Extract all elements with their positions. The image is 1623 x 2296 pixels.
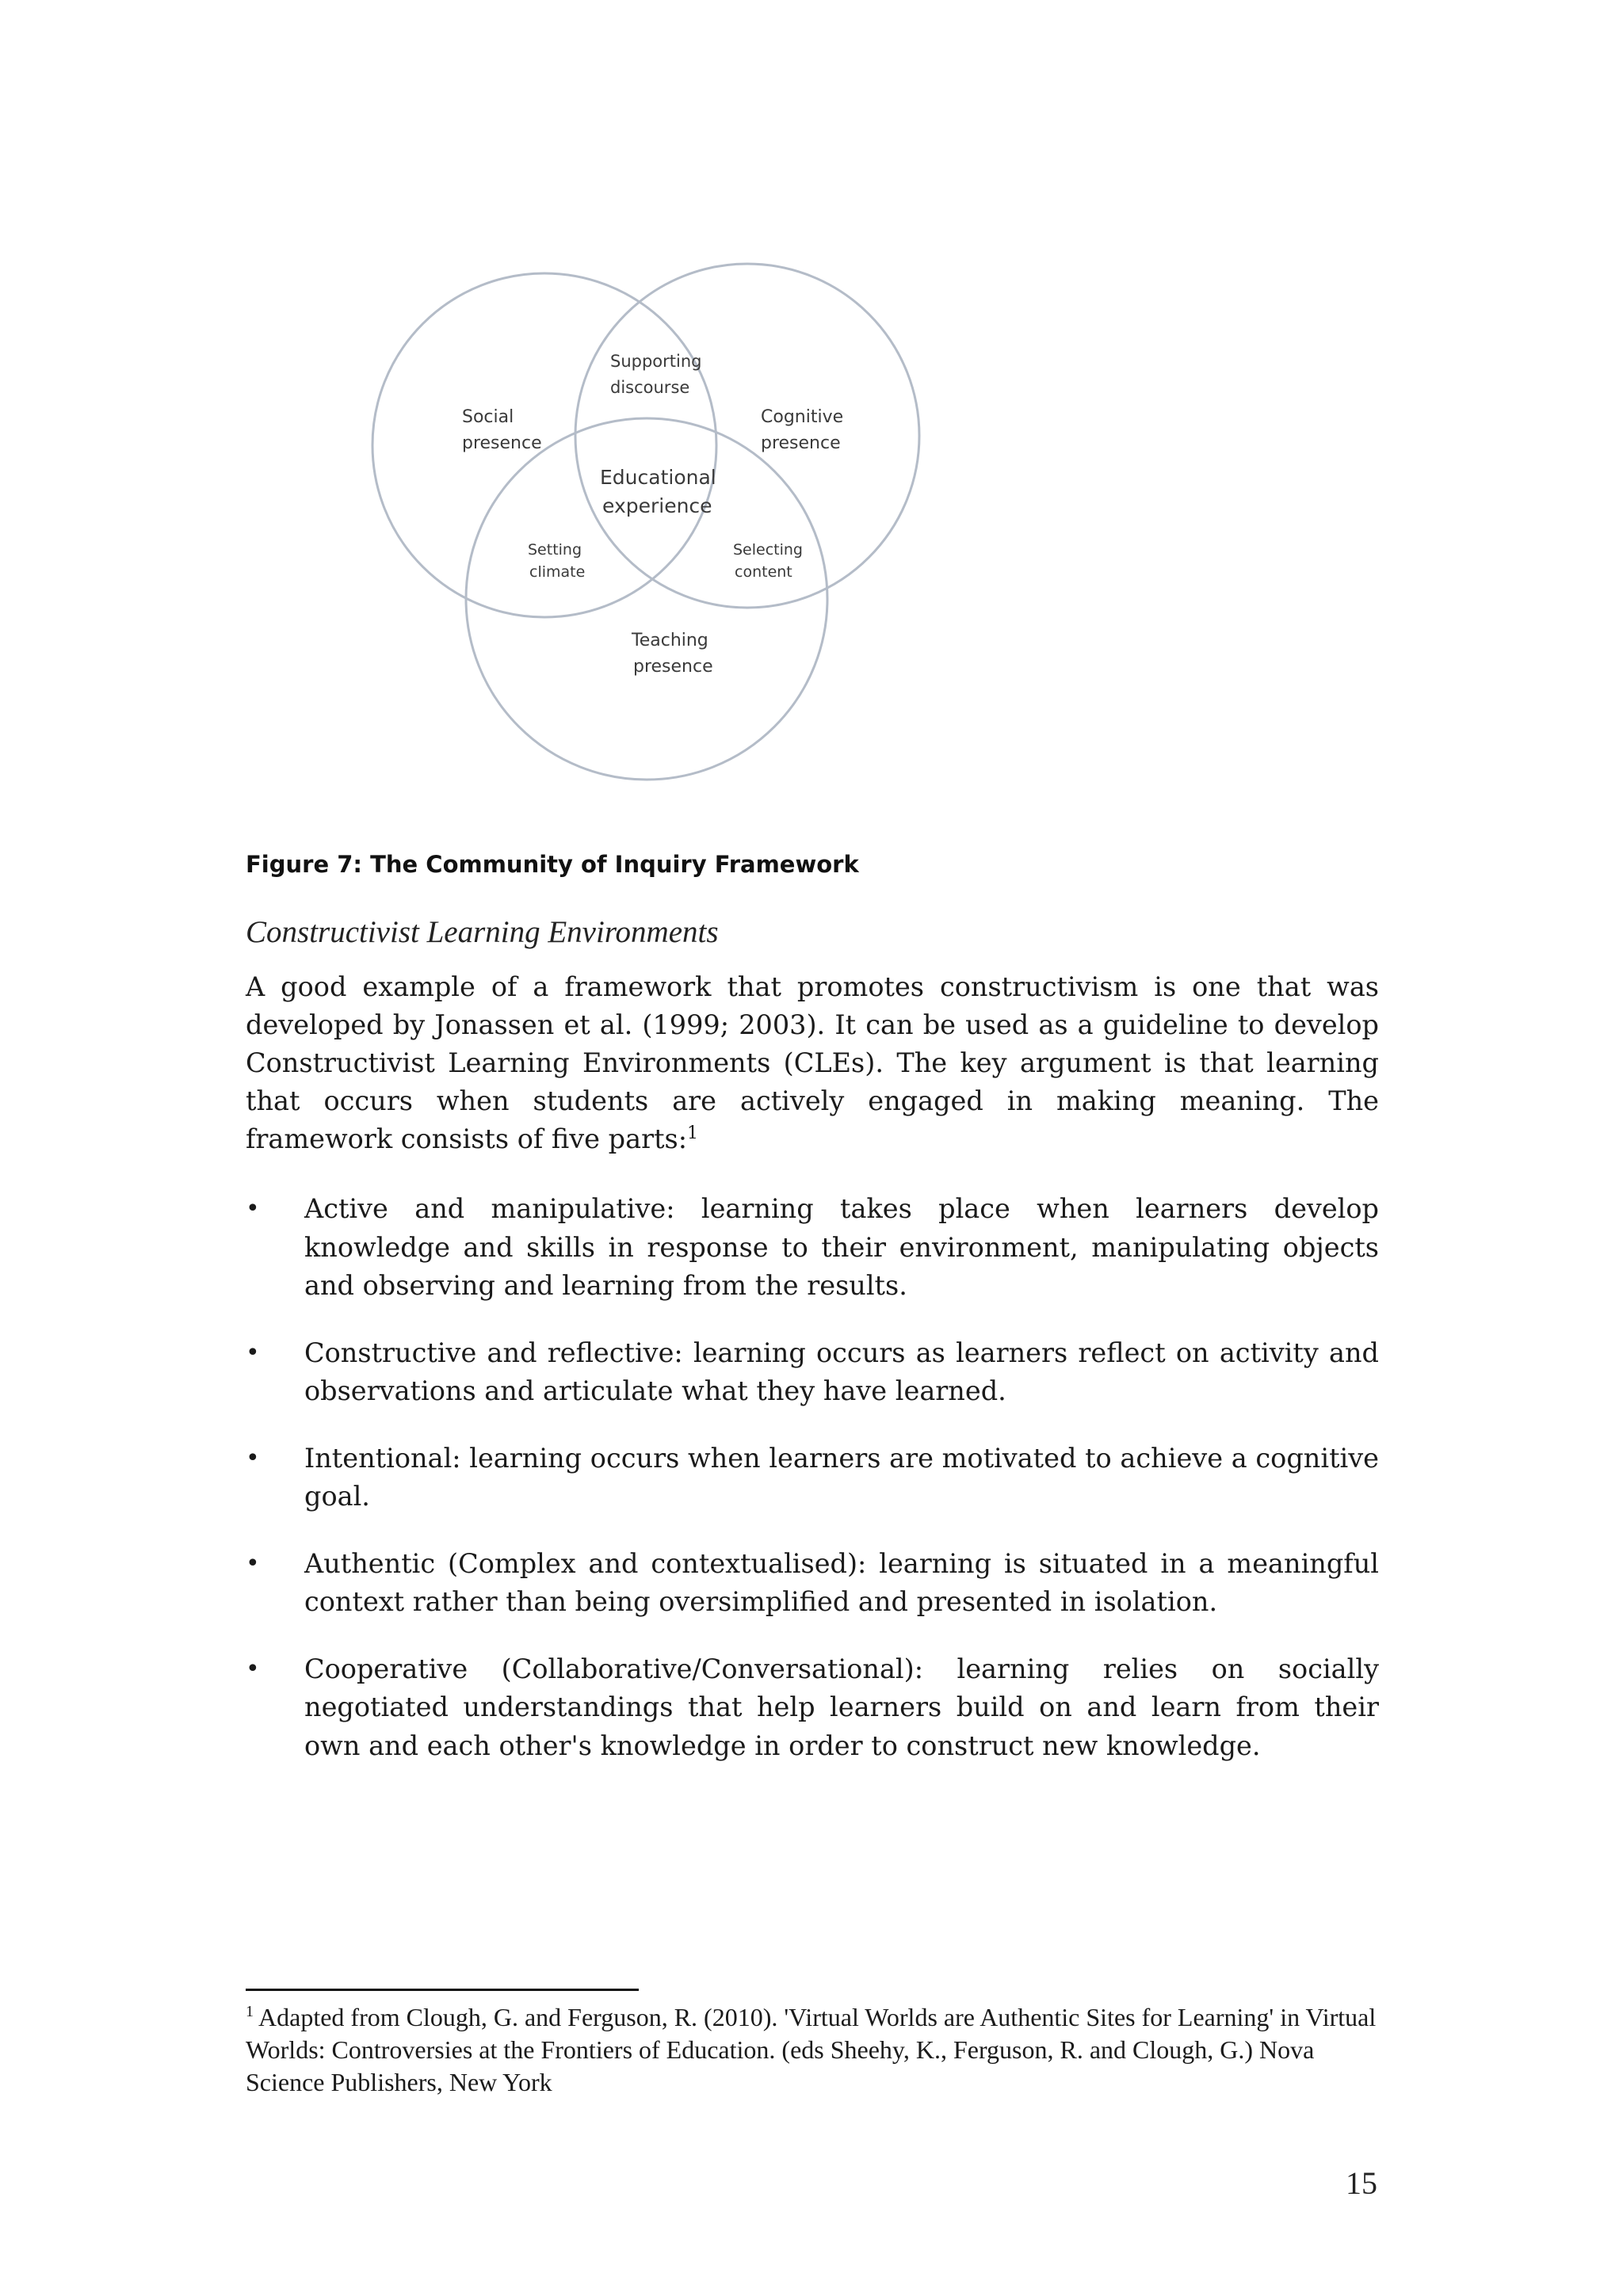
list-item [246, 1650, 1379, 1766]
cognitive-presence-label: Cognitive presence [761, 407, 844, 453]
bullet-icon: • [246, 1338, 260, 1367]
educational-experience-label: Educational experience [600, 466, 716, 517]
selecting-content-label: Selecting content [733, 541, 803, 581]
list-item-text: Cooperative (Collaborative/Conversational): learning relies on socially negotiated understandings that help learners build on and learn from their own and each other's knowledge in order to construct new knowledge. [304, 1653, 1379, 1761]
footnote-separator [246, 1989, 639, 1991]
intro-paragraph [246, 968, 1379, 1158]
community-of-inquiry-diagram [365, 250, 935, 788]
footnote-marker: 1 [246, 2003, 254, 2020]
bullet-icon: • [246, 1444, 260, 1472]
page-number: 15 [1346, 2165, 1377, 2201]
setting-climate-label: Setting climate [528, 541, 586, 581]
list-item-text: Intentional: learning occurs when learners are motivated to achieve a cognitive goal. [304, 1442, 1379, 1512]
framework-parts-list [246, 1190, 1379, 1794]
list-item-text: Authentic (Complex and contextualised): learning is situated in a meaningful context rather than being oversimplified and presented in isolation. [304, 1547, 1379, 1617]
list-item [246, 1545, 1379, 1622]
list-item-text: Active and manipulative: learning takes place when learners develop knowledge and skills in response to their environment, manipulating objects and observing and learning from the results. [304, 1193, 1379, 1301]
list-item [246, 1190, 1379, 1306]
bullet-icon: • [246, 1549, 260, 1577]
footnote [246, 2001, 1387, 2099]
list-item-text: Constructive and reflective: learning occurs as learners reflect on activity and observations and articulate what they have learned. [304, 1337, 1379, 1406]
bullet-icon: • [246, 1195, 260, 1222]
supporting-discourse-label: Supporting discourse [610, 352, 702, 397]
venn-diagram-svg [365, 250, 935, 788]
teaching-presence-label: Teaching presence [632, 631, 713, 677]
bullet-icon: • [246, 1654, 260, 1683]
section-heading: Constructivist Learning Environments [246, 915, 719, 949]
intro-paragraph-text: A good example of a framework that promotes constructivism is one that was developed by Jonassen et al. (1999; 2003). It can be used as a guideline to develop Constructivist Learning Environments (CLEs). The key argument is that learning that occurs when students are actively engaged in making meaning. The framework consists of five parts: [246, 971, 1379, 1154]
list-item [246, 1334, 1379, 1411]
footnote-reference: 1 [687, 1123, 699, 1143]
footnote-text: Adapted from Clough, G. and Ferguson, R. (2010). 'Virtual Worlds are Authentic Sites for Learning' in Virtual Worlds: Controversies at the Frontiers of Education. (eds Sheehy, K., Ferguson, R. and Clough, G.) Nova Science Publishers, New York [246, 2003, 1377, 2096]
figure-caption: Figure 7: The Community of Inquiry Framework [246, 851, 859, 878]
social-presence-label: Social presence [462, 407, 542, 453]
list-item [246, 1440, 1379, 1516]
